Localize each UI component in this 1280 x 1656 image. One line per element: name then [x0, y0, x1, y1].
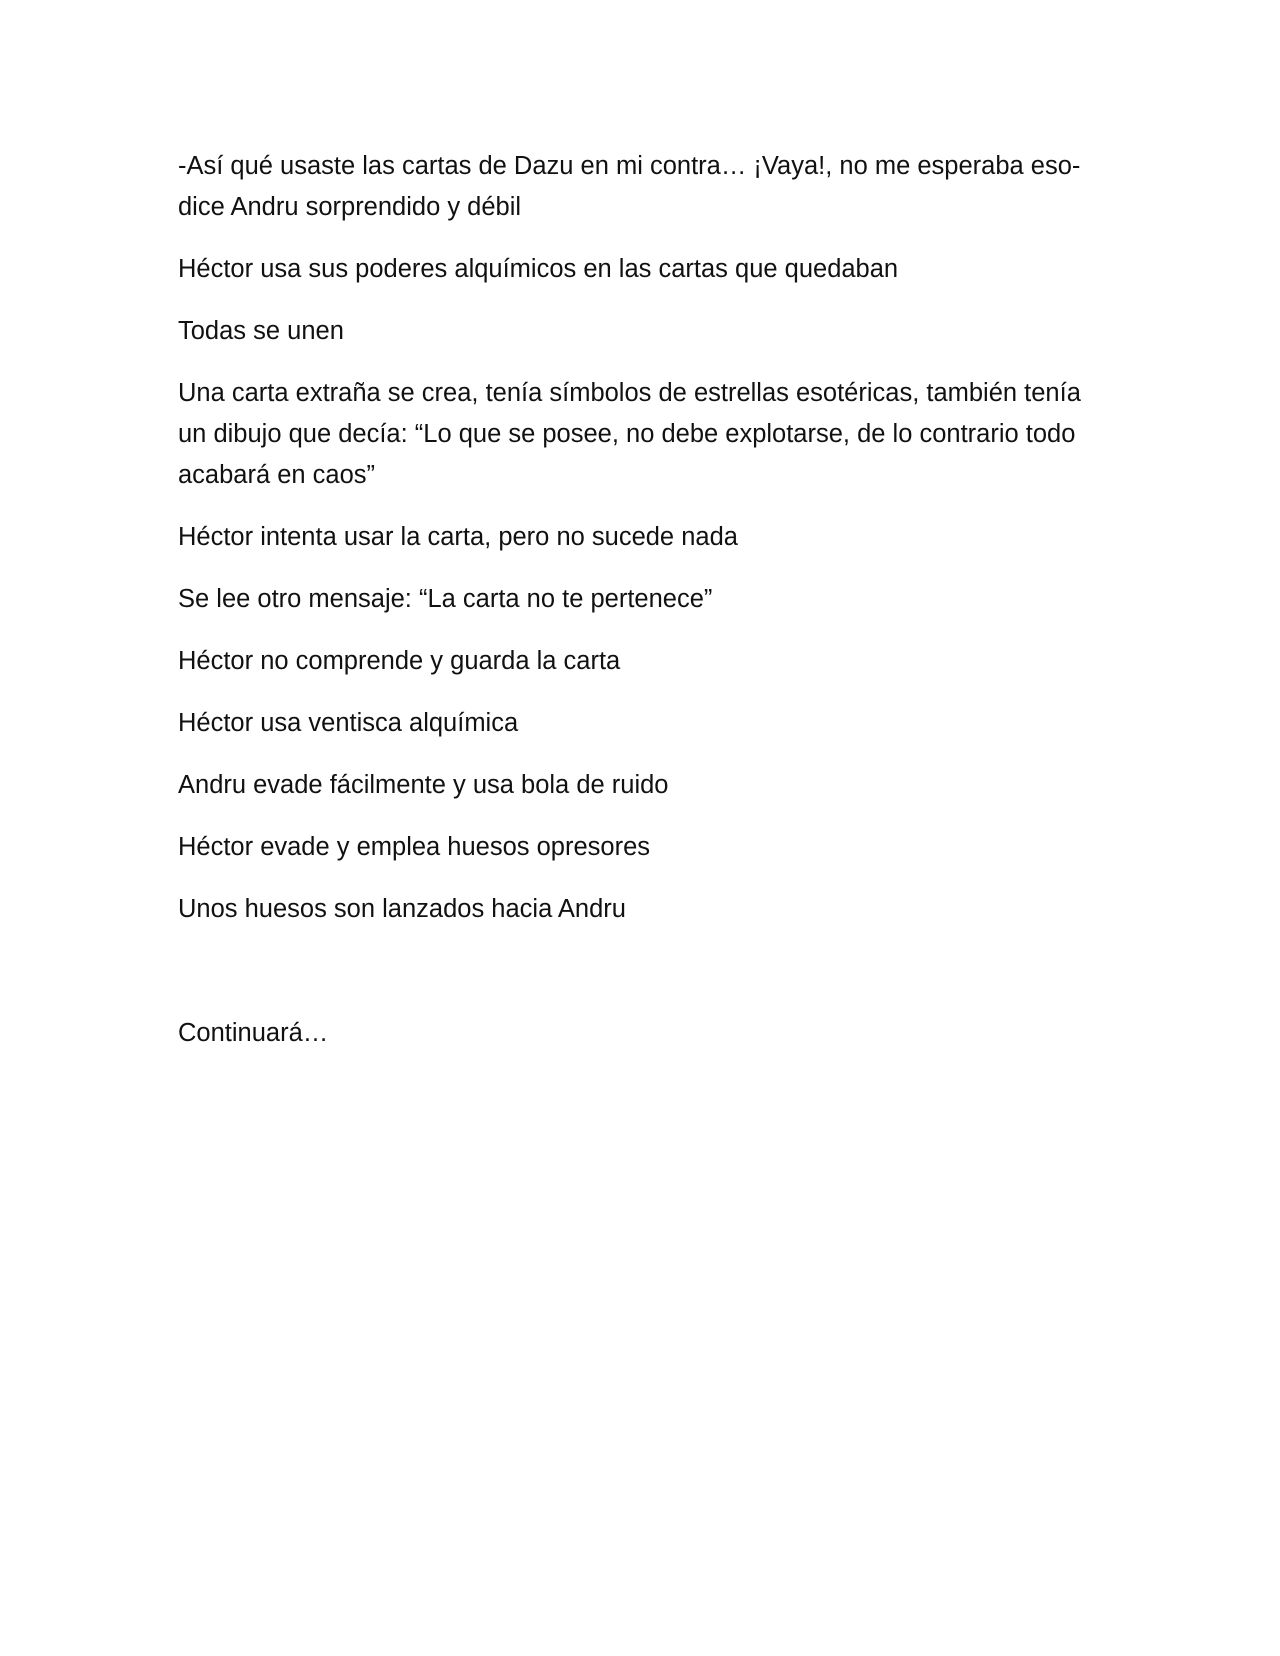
- document-body: [178, 146, 1108, 1075]
- paragraph-7: Héctor no comprende y guarda la carta: [178, 647, 621, 675]
- empty-paragraph: [178, 951, 1108, 992]
- paragraph-2: Héctor usa sus poderes alquímicos en las cartas que quedaban: [178, 255, 899, 283]
- paragraph-8: Héctor usa ventisca alquímica: [178, 709, 519, 737]
- paragraph-1: -Así qué usaste las cartas de Dazu en mi contra… ¡Vaya!, no me esperaba eso- dice Andru sorprendido y débil: [178, 152, 1081, 221]
- paragraph-5: Héctor intenta usar la carta, pero no sucede nada: [178, 523, 738, 551]
- paragraph-3: Todas se unen: [178, 317, 344, 345]
- ending-text: Continuará…: [178, 1019, 329, 1047]
- paragraph-4: Una carta extraña se crea, tenía símbolos de estrellas esotéricas, también tenía un dibujo que decía: “Lo que se posee, no debe explotarse, de lo contrario todo acabará en caos”: [178, 379, 1081, 489]
- paragraph-11: Unos huesos son lanzados hacia Andru: [178, 895, 626, 923]
- paragraph-6: Se lee otro mensaje: “La carta no te pertenece”: [178, 585, 713, 613]
- paragraph-9: Andru evade fácilmente y usa bola de ruido: [178, 771, 669, 799]
- paragraph-10: Héctor evade y emplea huesos opresores: [178, 833, 651, 861]
